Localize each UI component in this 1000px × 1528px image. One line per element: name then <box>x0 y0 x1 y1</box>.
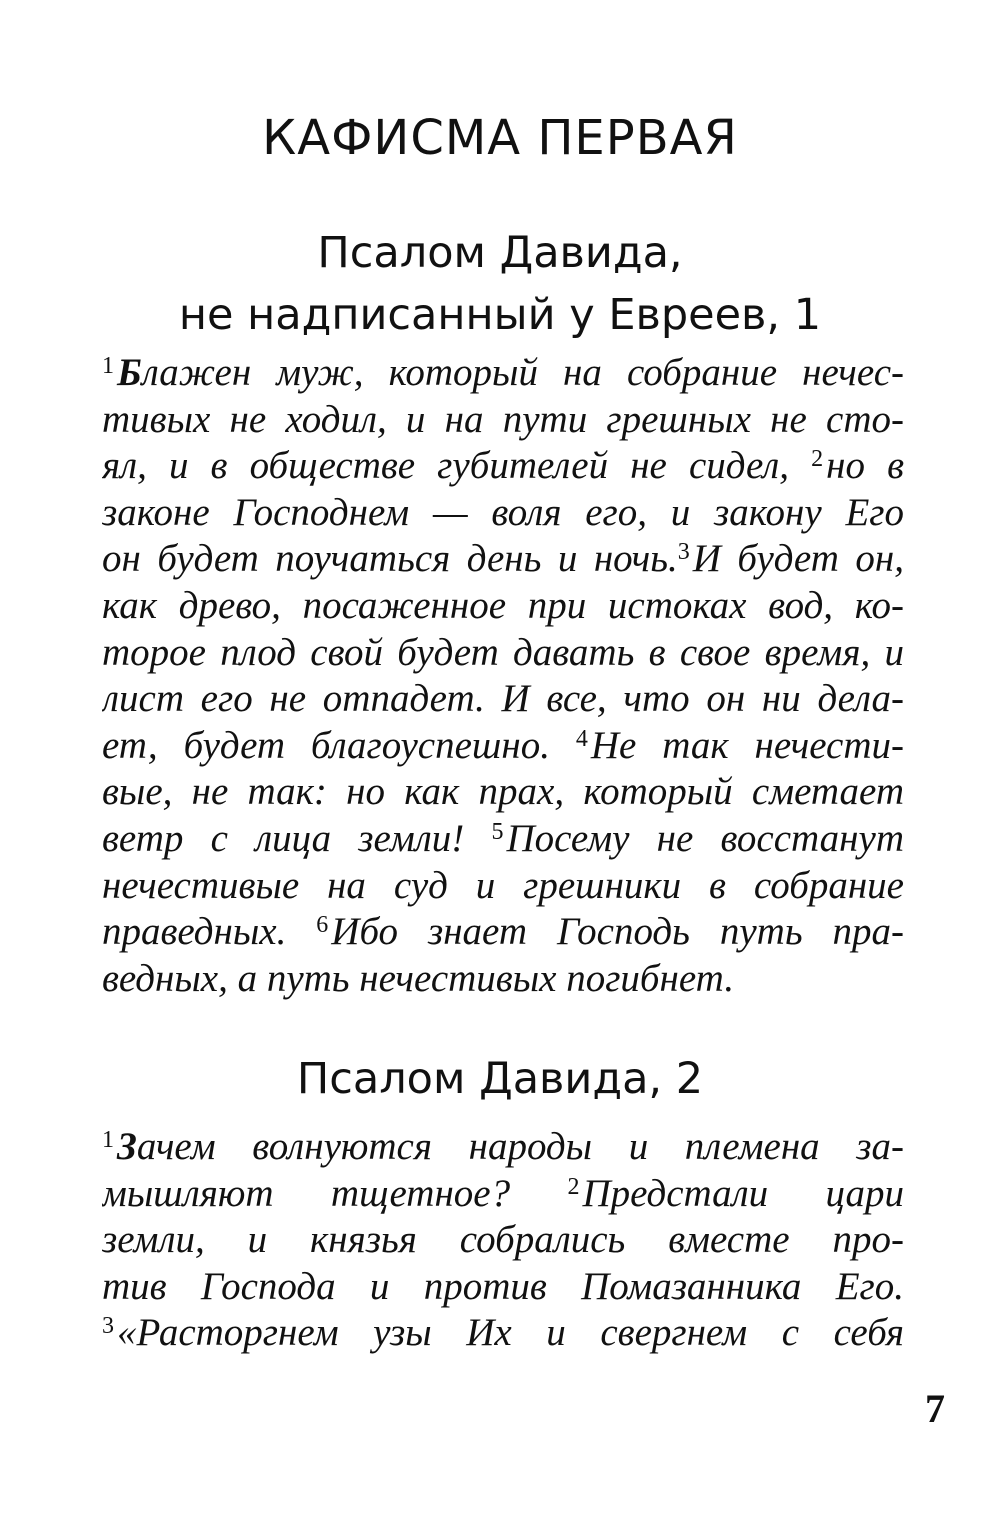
text-line <box>102 630 904 677</box>
line-text: Посему не восстанут <box>506 816 904 860</box>
page-number: 7 <box>925 1386 945 1431</box>
text-line <box>102 350 904 397</box>
psalm-1-text <box>102 350 904 1002</box>
text-line <box>102 583 904 630</box>
text-line <box>102 769 904 816</box>
line-text: ачем волнуются народы и племена за- <box>136 1125 904 1168</box>
line-text: вые, не так: но как прах, который сметает <box>102 770 904 814</box>
verse-number: 4 <box>575 725 588 752</box>
text-line <box>102 490 904 537</box>
line-text: ветр с лица земли! <box>102 816 465 860</box>
line-text: как древо, посаженное при истоках вод, ко- <box>102 583 904 627</box>
text-line <box>102 1310 904 1357</box>
line-text: мышляют тщетное? <box>102 1171 511 1215</box>
line-text: лажен муж, который на собрание нечес- <box>141 351 904 394</box>
psalm-2-heading-line: Псалом Давида, 2 <box>296 1054 704 1104</box>
line-text: нечестивые на суд и грешники в собрание <box>102 863 904 907</box>
line-text: «Расторгнем узы Их и свергнем с себя <box>117 1311 904 1355</box>
page-title: КАФИСМА ПЕРВАЯ <box>262 110 738 166</box>
line-text: тивых не ходил, и на пути грешных не сто- <box>102 397 904 441</box>
psalm-1-heading-line-1: Псалом Давида, <box>317 228 683 278</box>
line-text: законе Господнем — воля его, и закону Его <box>102 490 904 534</box>
verse-number: 2 <box>567 1173 580 1200</box>
verse-number: 5 <box>491 818 504 845</box>
text-line <box>102 443 904 490</box>
verse-number: 3 <box>677 539 690 566</box>
line-text: ведных, а путь нечестивых погибнет. <box>102 956 735 1000</box>
verse-number: 1 <box>102 1127 114 1153</box>
text-line <box>102 397 904 444</box>
line-text: он будет поучаться день и ночь. <box>102 537 678 581</box>
verse-number: 6 <box>316 912 329 939</box>
text-line <box>102 956 904 1003</box>
line-text: И будет он, <box>692 537 904 581</box>
line-text: тив Господа и против Помазанника Его. <box>102 1264 904 1308</box>
verse-number: 3 <box>102 1313 114 1340</box>
text-line <box>102 1264 904 1311</box>
text-line <box>102 909 904 956</box>
line-text: ял, и в обществе губителей не сидел, <box>102 444 790 488</box>
line-text: ет, будет благоуспешно. <box>102 723 550 767</box>
line-text: но в <box>826 444 904 488</box>
initial-letter: Б <box>117 351 142 394</box>
psalm-1-heading <box>0 222 1000 346</box>
text-line <box>102 1171 904 1218</box>
initial-letter: З <box>117 1125 137 1168</box>
psalm-2-text <box>102 1124 904 1357</box>
text-line <box>102 863 904 910</box>
line-text: Ибо знает Господь путь пра- <box>331 910 904 954</box>
text-line <box>102 536 904 583</box>
line-text: Предстали цари <box>582 1171 904 1215</box>
text-line <box>102 1217 904 1264</box>
psalm-1-heading-line-2: не надписанный у Евреев, 1 <box>178 290 822 340</box>
text-line <box>102 1124 904 1171</box>
line-text: Не так нечести- <box>590 723 904 767</box>
verse-number: 1 <box>102 353 114 379</box>
psalm-2-heading <box>0 1048 1000 1110</box>
verse-number: 2 <box>811 446 824 473</box>
line-text: праведных. <box>102 910 287 954</box>
text-line <box>102 723 904 770</box>
line-text: торое плод свой будет давать в свое время, и <box>102 630 904 674</box>
text-line <box>102 816 904 863</box>
line-text: земли, и князья собрались вместе про- <box>102 1218 904 1262</box>
line-text: лист его не отпадет. И все, что он ни дела- <box>102 677 904 721</box>
text-line <box>102 676 904 723</box>
